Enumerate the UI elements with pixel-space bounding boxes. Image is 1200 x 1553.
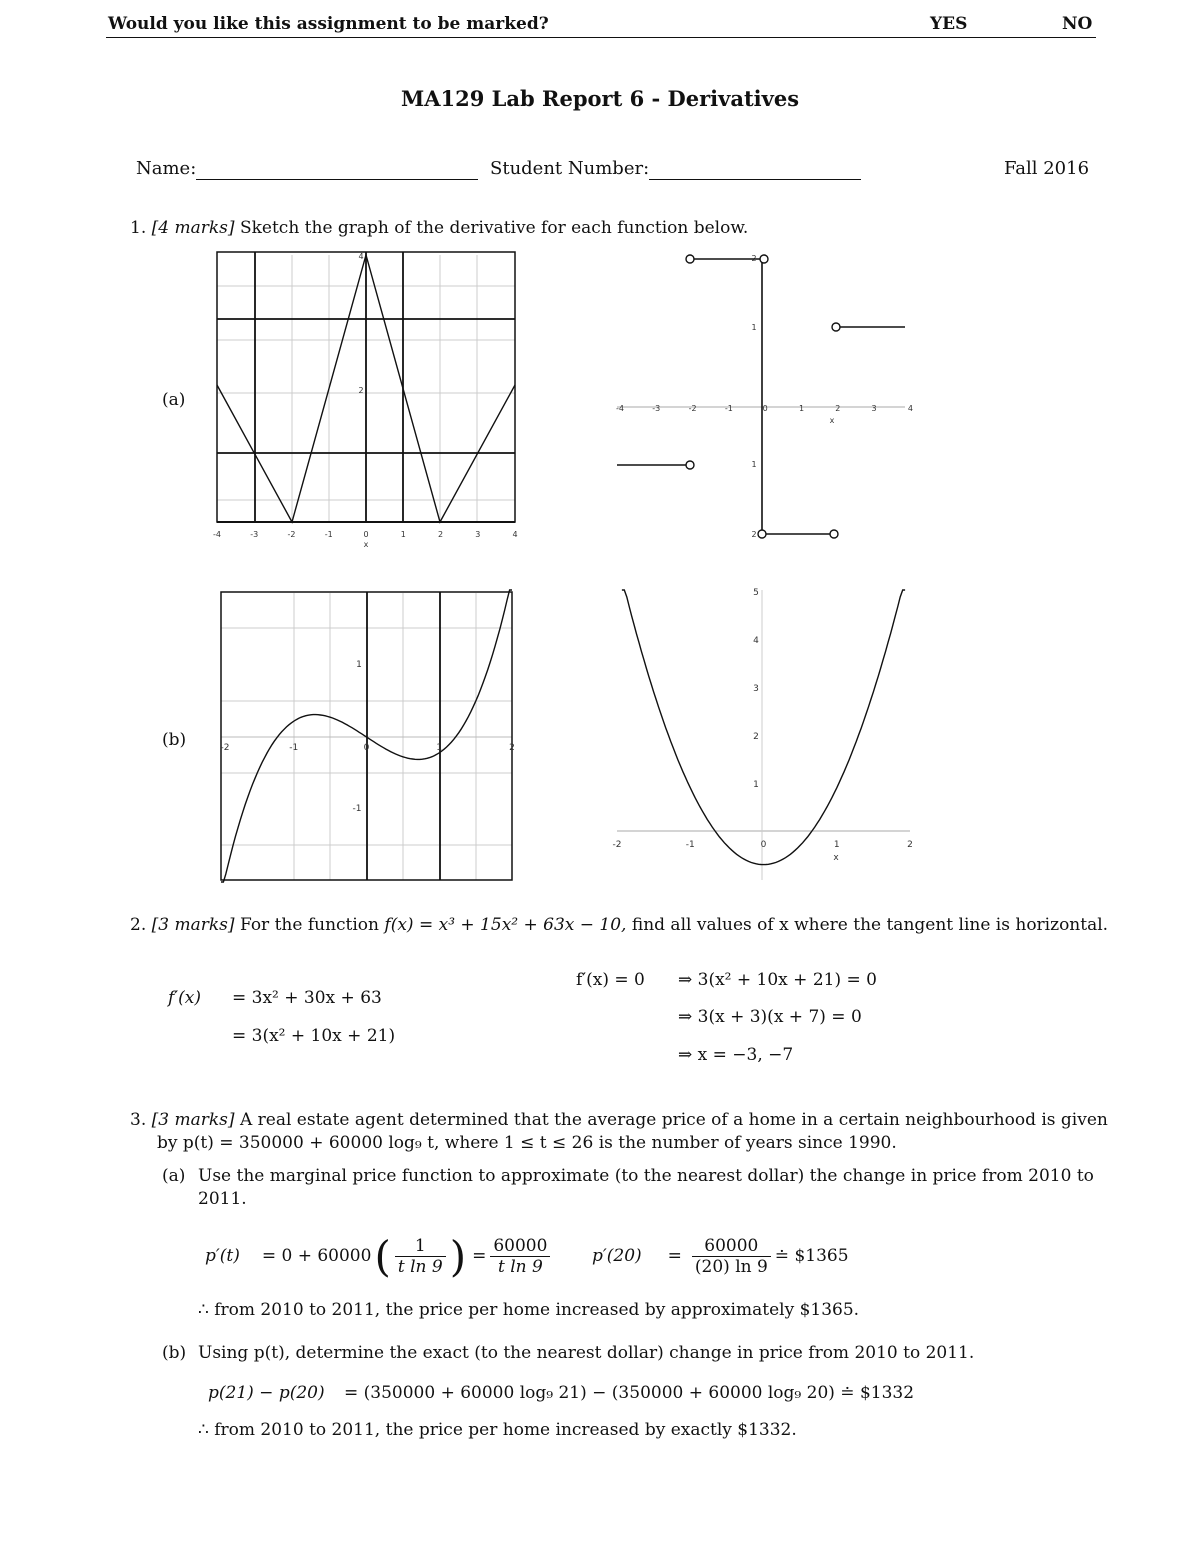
graph-a-ans-tick-label: -4 — [616, 404, 624, 413]
q3a-conclusion: ∴ from 2010 to 2011, the price per home increased by approximately $1365. — [198, 1300, 860, 1320]
q2-marks: [3 marks] — [151, 915, 235, 935]
graph-a-ans-open-dots — [686, 255, 840, 538]
graph-a-function — [205, 245, 525, 550]
graph-a-tick-label: 0 — [363, 530, 369, 539]
graph-a-tick-label: 3 — [475, 530, 481, 539]
q3a-eq3: = — [667, 1246, 682, 1266]
q1-number: 1. — [130, 218, 147, 238]
graph-b-ans-tick-label: 0 — [760, 840, 767, 850]
q2-heading — [130, 915, 1108, 935]
term-label: Fall 2016 — [1004, 158, 1090, 179]
graph-a-y-tick: 2 — [358, 386, 364, 395]
q3a-lhs: p′(t) — [205, 1246, 240, 1266]
graph-b-ans-curve — [622, 590, 905, 865]
q3-number: 3. — [130, 1110, 147, 1130]
graph-a-tick-label: 2 — [437, 530, 444, 539]
graph-a-ans-tick-label: 0 — [762, 404, 768, 413]
q3a-line2: 2011. — [198, 1189, 247, 1209]
q3a-lhs2: p′(20) — [592, 1246, 642, 1266]
page-title: MA129 Lab Report 6 - Derivatives — [400, 86, 800, 111]
name-label: Name: — [136, 158, 197, 179]
q3-line2: by p(t) = 350000 + 60000 log₉ t, where 1 ≤ t ≤ 26 is the number of years since 1990. — [157, 1133, 897, 1153]
student-number-line — [490, 158, 861, 180]
graph-b-ans-y-tick: 2 — [753, 732, 759, 742]
graph-b-ans-x-label: x — [833, 853, 839, 863]
q3a-eq1: = 0 + 60000 — [261, 1246, 372, 1266]
q3a-eq2: = — [472, 1246, 487, 1266]
graph-b-ans-tick-label: -2 — [612, 840, 622, 850]
q3-marks: [3 marks] — [151, 1110, 235, 1130]
graph-b-ans-tick-label: -1 — [685, 840, 695, 850]
q2-rhs1: = 3x² + 30x + 63 — [232, 988, 382, 1008]
student-number-label: Student Number: — [490, 158, 650, 179]
graph-b-tick-label: -2 — [220, 743, 230, 753]
q3b-conclusion: ∴ from 2010 to 2011, the price per home increased by exactly $1332. — [198, 1420, 797, 1440]
header-rule — [106, 37, 1096, 38]
q2-text-pre: For the function — [239, 915, 379, 935]
graph-b-y-tick: 1 — [356, 660, 362, 670]
q3-line1: A real estate agent determined that the average price of a home in a certain neighbourhood is given — [239, 1110, 1108, 1130]
q1-marks: [4 marks] — [151, 218, 235, 238]
graph-a-ans-tick-label: 3 — [871, 404, 877, 413]
graph-a-ans-tick-label: 1 — [798, 404, 805, 413]
graph-b-ans-tick-label: 1 — [833, 840, 840, 850]
q3b-rhs: = (350000 + 60000 log₉ 21) − (350000 + 60000 log₉ 20) ≐ $1332 — [344, 1383, 915, 1403]
graph-a-tick-label: -1 — [324, 530, 333, 539]
q3a-line1: Use the marginal price function to approximate (to the nearest dollar) the change in price from 2010 to — [198, 1166, 1094, 1186]
q2-step2: ⇒ 3(x + 3)(x + 7) = 0 — [678, 1007, 862, 1027]
q2-function: f(x) = x³ + 15x² + 63x − 10, — [384, 915, 627, 935]
q1-text: Sketch the graph of the derivative for each function below. — [239, 218, 749, 238]
graph-a-ans-tick-label: -2 — [688, 404, 697, 413]
graph-a-ans-tick-label: -1 — [724, 404, 733, 413]
q2-lhs: f′(x) — [168, 988, 202, 1008]
marking-question: Would you like this assignment to be marked? — [108, 14, 549, 34]
name-field[interactable] — [196, 158, 478, 180]
q3a-frac2-num: 60000 — [490, 1236, 550, 1257]
graph-a-tick-label: -2 — [287, 530, 296, 539]
graph-b-ans-tick-label: 2 — [907, 840, 913, 850]
graph-a-tick-label: -4 — [213, 530, 221, 539]
graph-a-x-label: x — [363, 540, 369, 549]
q2-text-post: find all values of x where the tangent line is horizontal. — [631, 915, 1109, 935]
graph-b-tick-label: 2 — [509, 743, 515, 753]
no-option[interactable]: NO — [1062, 14, 1093, 34]
graph-b-ans-y-tick: 3 — [753, 684, 759, 694]
q3a-evaluation — [592, 1230, 849, 1282]
q3a-frac1-den: t ln 9 — [397, 1256, 443, 1277]
graph-a-heavy-lines — [217, 252, 515, 522]
graph-b-tick-label: -1 — [289, 743, 299, 753]
q2-set-equal: f′(x) = 0 — [576, 970, 645, 990]
graph-a-ans-tick-label: 4 — [907, 404, 913, 413]
q3a-frac3-den: (20) ln 9 — [694, 1256, 768, 1277]
q3a-derivative: p′(t) = 0 + 60000 ( $\frac{1}{\text{t ln 9}}$ ) = $\frac{60000}{\text{t ln 9}}$ — [205, 1230, 554, 1282]
graph-a-derivative — [605, 245, 915, 545]
q2-step1: ⇒ 3(x² + 10x + 21) = 0 — [678, 970, 877, 990]
q3b-label: (b) — [162, 1343, 187, 1363]
graph-a-tick-label: -3 — [250, 530, 259, 539]
graph-b-ans-y-tick: 1 — [753, 780, 759, 790]
graph-a-ans-tick-label: -3 — [652, 404, 661, 413]
q2-number: 2. — [130, 915, 147, 935]
q3a-label: (a) — [162, 1166, 186, 1186]
graph-a-tick-label: 1 — [400, 530, 406, 539]
graph-b-tick-label: 0 — [363, 743, 370, 753]
q3a-frac1-num: 1 — [395, 1236, 446, 1257]
q3a-result: ≐ $1365 — [774, 1246, 849, 1266]
q3b-lhs: p(21) − p(20) — [208, 1383, 325, 1403]
q3b-line: Using p(t), determine the exact (to the nearest dollar) change in price from 2010 to 2011. — [198, 1343, 975, 1363]
graph-b-ans-y-tick: 5 — [753, 588, 759, 598]
graph-b-function — [210, 585, 520, 885]
yes-option[interactable]: YES — [930, 14, 968, 34]
q3-heading — [130, 1110, 1108, 1130]
graph-b-ans-y-tick: 4 — [753, 636, 759, 646]
name-line — [136, 158, 478, 180]
q2-rhs2: = 3(x² + 10x + 21) — [232, 1026, 396, 1046]
graph-a-y-tick: 4 — [358, 252, 364, 261]
graph-a-ans-y-tick: 2 — [751, 530, 757, 539]
graph-b-derivative — [605, 585, 920, 885]
graph-a-ans-y-tick: 1 — [751, 323, 757, 332]
q3a-frac2-den: t ln 9 — [497, 1256, 543, 1277]
q1-heading — [130, 218, 748, 238]
graph-b-tick-label: 1 — [436, 743, 443, 753]
graph-a-ans-x-label: x — [829, 416, 835, 425]
graph-a-tick-label: 4 — [512, 530, 518, 539]
graph-a-ans-steps — [617, 259, 905, 534]
q2-step3: ⇒ x = −3, −7 — [678, 1045, 794, 1065]
graph-a-ans-tick-label: 2 — [835, 404, 841, 413]
graph-b-y-tick: -1 — [352, 804, 362, 814]
q1-label-a: (a) — [162, 390, 186, 410]
graph-a-ans-y-tick: 2 — [751, 254, 757, 263]
q1-label-b: (b) — [162, 730, 187, 750]
q3a-frac3-num: 60000 — [692, 1236, 771, 1257]
student-number-field[interactable] — [649, 158, 861, 180]
graph-a-ans-y-tick: 1 — [751, 460, 757, 469]
